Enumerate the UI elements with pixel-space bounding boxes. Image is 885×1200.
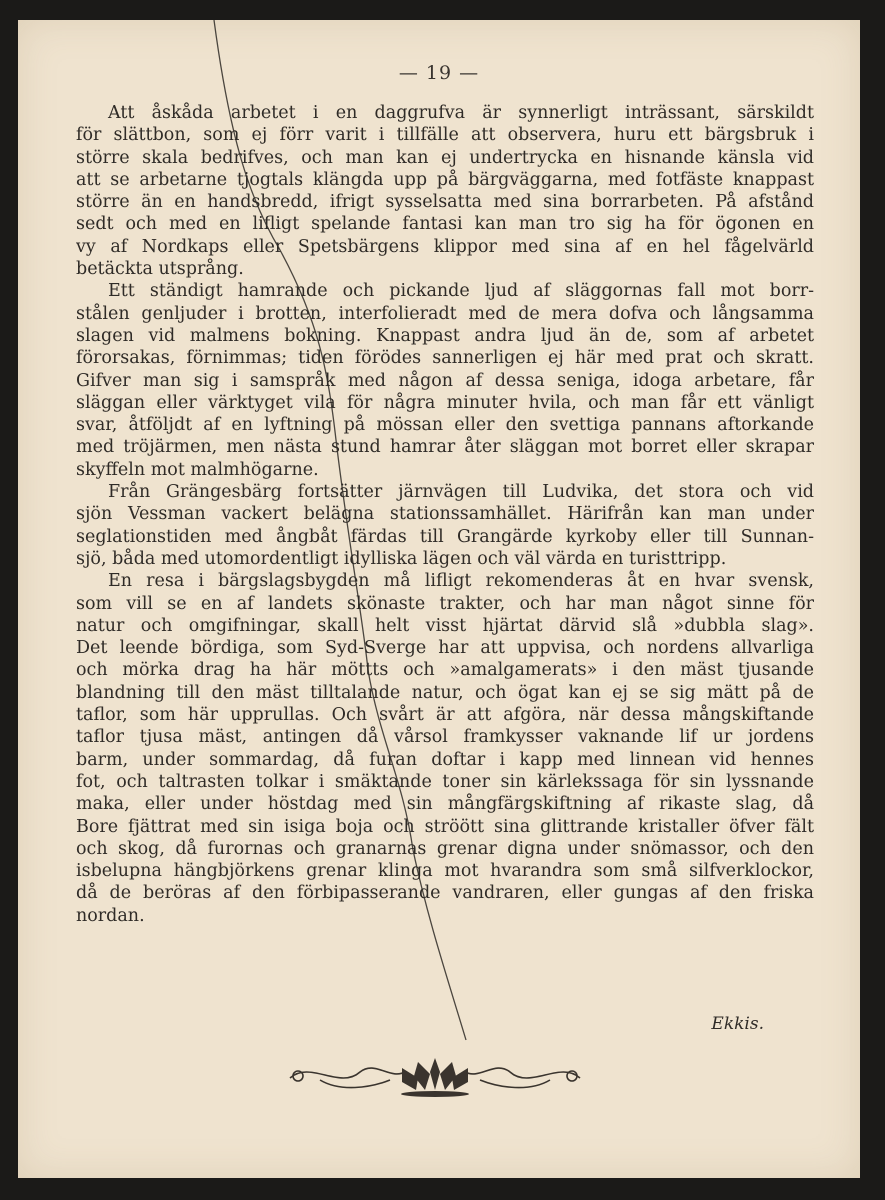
text-line: fot, och taltrasten tolkar i smäktande toner sin kärlekssaga för sin lyssnande xyxy=(76,771,814,792)
document-page xyxy=(18,20,860,1178)
text-line: sjö, båda med utomordentligt idylliska lägen och väl värda en turisttripp. xyxy=(76,548,727,569)
text-line: betäckta utsprång. xyxy=(76,259,244,280)
text-line: förorsakas, förnimmas; tiden förödes sannerligen ej här med prat och skratt. xyxy=(76,348,814,369)
text-line: som vill se en af landets skönaste trakter, och har man något sinne för xyxy=(76,593,814,614)
article-body xyxy=(76,102,814,927)
text-line: seglationstiden med ångbåt färdas till Grangärde kyrkoby eller till Sunnan- xyxy=(76,526,814,547)
text-line: större skala bedrifves, och man kan ej undertrycka en hisnande känsla vid xyxy=(76,147,814,168)
text-line: och skog, då furornas och granarnas grenar digna under snömassor, och den xyxy=(76,838,814,859)
text-line: taflor tjusa mäst, antingen då vårsol framkysser vaknande lif ur jordens xyxy=(76,727,814,748)
text-line: stålen genljuder i brotten, interfolieradt med de mera dofva och långsamma xyxy=(76,303,814,324)
page-number: — 19 — xyxy=(398,62,480,84)
text-line: taflor, som här upprullas. Och svårt är att afgöra, när dessa mångskiftande xyxy=(76,705,814,726)
author-signature: Ekkis. xyxy=(711,1014,764,1034)
text-line: vy af Nordkaps eller Spetsbärgens klippor med sina af en hel fågelvärld xyxy=(76,236,814,257)
text-line: natur och omgifningar, skall helt visst hjärtat därvid slå »dubbla slag». xyxy=(76,615,814,636)
text-line: med tröjärmen, men nästa stund hamrar åter släggan mot borret eller skrapar xyxy=(76,437,814,458)
text-line: Från Grängesbärg fortsätter järnvägen till Ludvika, det stora och vid xyxy=(108,482,814,503)
text-line: isbelupna hängbjörkens grenar klinga mot hvarandra som små silfverklockor, xyxy=(76,861,814,882)
text-line: barm, under sommardag, då furan doftar i kapp med linnean vid hennes xyxy=(76,749,814,770)
text-line: slagen vid malmens bokning. Knappast andra ljud än de, som af arbetet xyxy=(76,325,814,346)
text-line: maka, eller under höstdag med sin mångfärgskiftning af rikaste slag, då xyxy=(76,794,814,815)
text-line: sedt och med en lifligt spelande fantasi kan man tro sig ha för ögonen en xyxy=(76,214,814,235)
text-line: sjön Vessman vackert belägna stationssamhället. Härifrån kan man under xyxy=(76,504,814,525)
text-line: nordan. xyxy=(76,905,145,926)
decorative-ornament-icon xyxy=(280,1050,590,1100)
text-line: då de beröras af den förbipasserande vandraren, eller gungas af den friska xyxy=(76,883,814,904)
text-line: svar, åtföljdt af en lyftning på mössan eller den svettiga pannans aftorkande xyxy=(76,415,814,436)
text-line: att se arbetarne tjogtals klängda upp på bärgväggarna, med fotfäste knappast xyxy=(76,169,814,190)
text-line: släggan eller värktyget vila för några minuter hvila, och man får ett vänligt xyxy=(76,392,814,413)
text-line: En resa i bärgslagsbygden må lifligt rekomenderas åt en hvar svensk, xyxy=(108,571,814,592)
text-line: Ett ständigt hamrande och pickande ljud af släggornas fall mot borr- xyxy=(108,281,814,302)
text-line: Gifver man sig i samspråk med någon af dessa seniga, idoga arbetare, får xyxy=(76,370,814,391)
text-line: för slättbon, som ej förr varit i tillfälle att observera, huru ett bärgsbruk i xyxy=(76,125,814,146)
text-line: större än en handsbredd, ifrigt sysselsatta med sina borrarbeten. På afstånd xyxy=(76,192,814,213)
text-line: Att åskåda arbetet i en daggrufva är synnerligt inträssant, särskildt xyxy=(108,103,814,123)
text-line: Bore fjättrat med sin isiga boja och ströött sina glittrande kristaller öfver fält xyxy=(76,816,814,837)
text-line: Det leende bördiga, som Syd-Sverge har att uppvisa, och nordens allvarliga xyxy=(76,638,814,659)
text-line: och mörka drag ha här möttts och »amalgamerats» i den mäst tjusande xyxy=(76,660,814,681)
text-line: skyffeln mot malmhögarne. xyxy=(76,459,319,480)
text-line: blandning till den mäst tilltalande natur, och ögat kan ej se sig mätt på de xyxy=(76,682,814,703)
